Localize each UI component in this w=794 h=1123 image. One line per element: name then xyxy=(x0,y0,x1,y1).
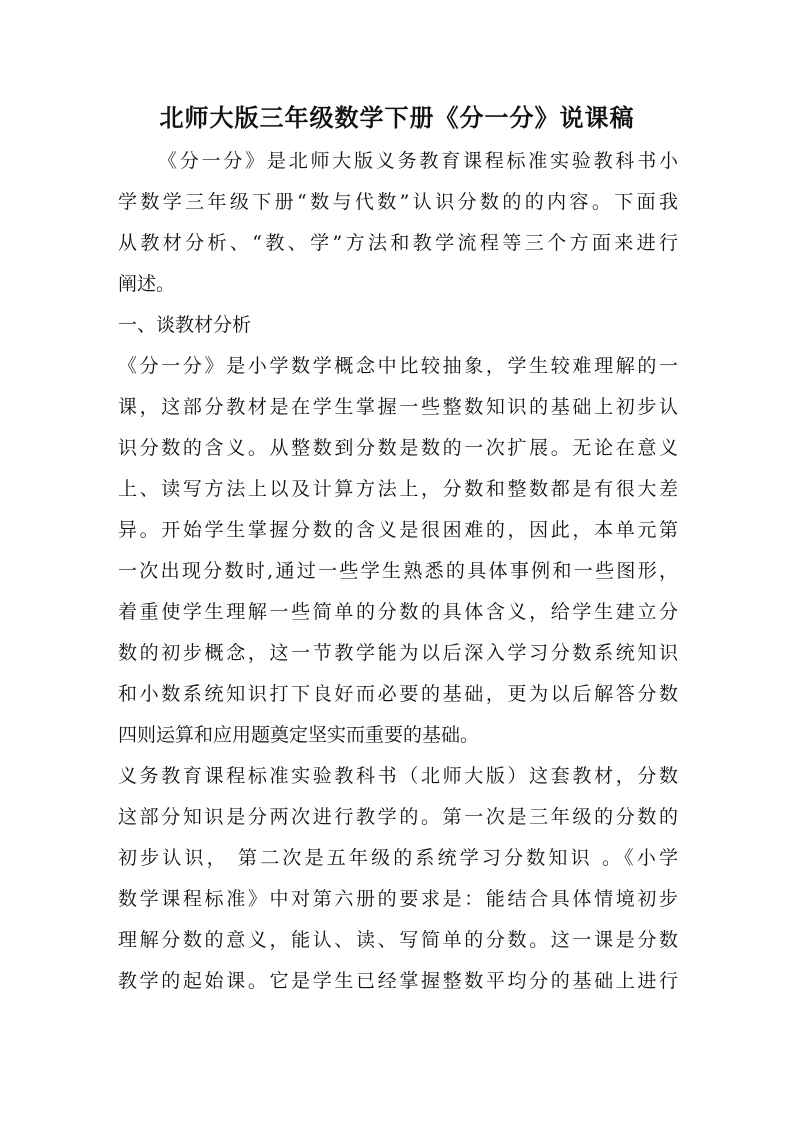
paragraph-line: 和小数系统知识打下良好而必要的基础，更为以后解答分数 xyxy=(118,683,678,705)
paragraph-line: 《分一分》是北师大版义务教育课程标准实验教科书小 xyxy=(158,150,678,172)
paragraph-line: 数学课程标准》中对第六册的要求是：能结合具体情境初步 xyxy=(118,888,678,910)
paragraph-line: 这部分知识是分两次进行教学的。第一次是三年级的分数的 xyxy=(118,806,678,828)
paragraph-line: 一次出现分数时,通过一些学生熟悉的具体事例和一些图形， xyxy=(118,560,678,582)
paragraph-line: 阐述。 xyxy=(118,273,176,295)
document-title: 北师大版三年级数学下册《分一分》说课稿 xyxy=(159,103,635,132)
paragraph-line: 异。开始学生掌握分数的含义是很困难的，因此，本单元第 xyxy=(118,519,678,541)
paragraph-line: 上、读写方法上以及计算方法上，分数和整数都是有很大差 xyxy=(118,478,678,500)
paragraph-line: 义务教育课程标准实验教科书（北师大版）这套教材，分数 xyxy=(118,765,678,787)
section-heading: 一、谈教材分析 xyxy=(118,314,252,336)
paragraph-line: 课，这部分教材是在学生掌握一些整数知识的基础上初步认 xyxy=(118,396,678,418)
paragraph-line: 教学的起始课。它是学生已经掌握整数平均分的基础上进行 xyxy=(118,970,678,992)
paragraph-line: 四则运算和应用题奠定坚实而重要的基础。 xyxy=(118,724,480,746)
paragraph-line: 数的初步概念，这一节教学能为以后深入学习分数系统知识 xyxy=(118,642,678,664)
paragraph-line: 理解分数的意义，能认、读、写简单的分数。这一课是分数 xyxy=(118,929,678,951)
paragraph-line: 《分一分》是小学数学概念中比较抽象，学生较难理解的一 xyxy=(118,355,678,377)
paragraph-line: 着重使学生理解一些简单的分数的具体含义，给学生建立分 xyxy=(118,601,678,623)
paragraph-line: 学数学三年级下册“数与代数”认识分数的的内容。下面我 xyxy=(118,191,678,213)
paragraph-line: 从教材分析、“教、学”方法和教学流程等三个方面来进行 xyxy=(118,232,678,254)
paragraph-line: 初步认识， 第二次是五年级的系统学习分数知识 。《小学 xyxy=(118,847,678,869)
paragraph-line: 识分数的含义。从整数到分数是数的一次扩展。无论在意义 xyxy=(118,437,678,459)
